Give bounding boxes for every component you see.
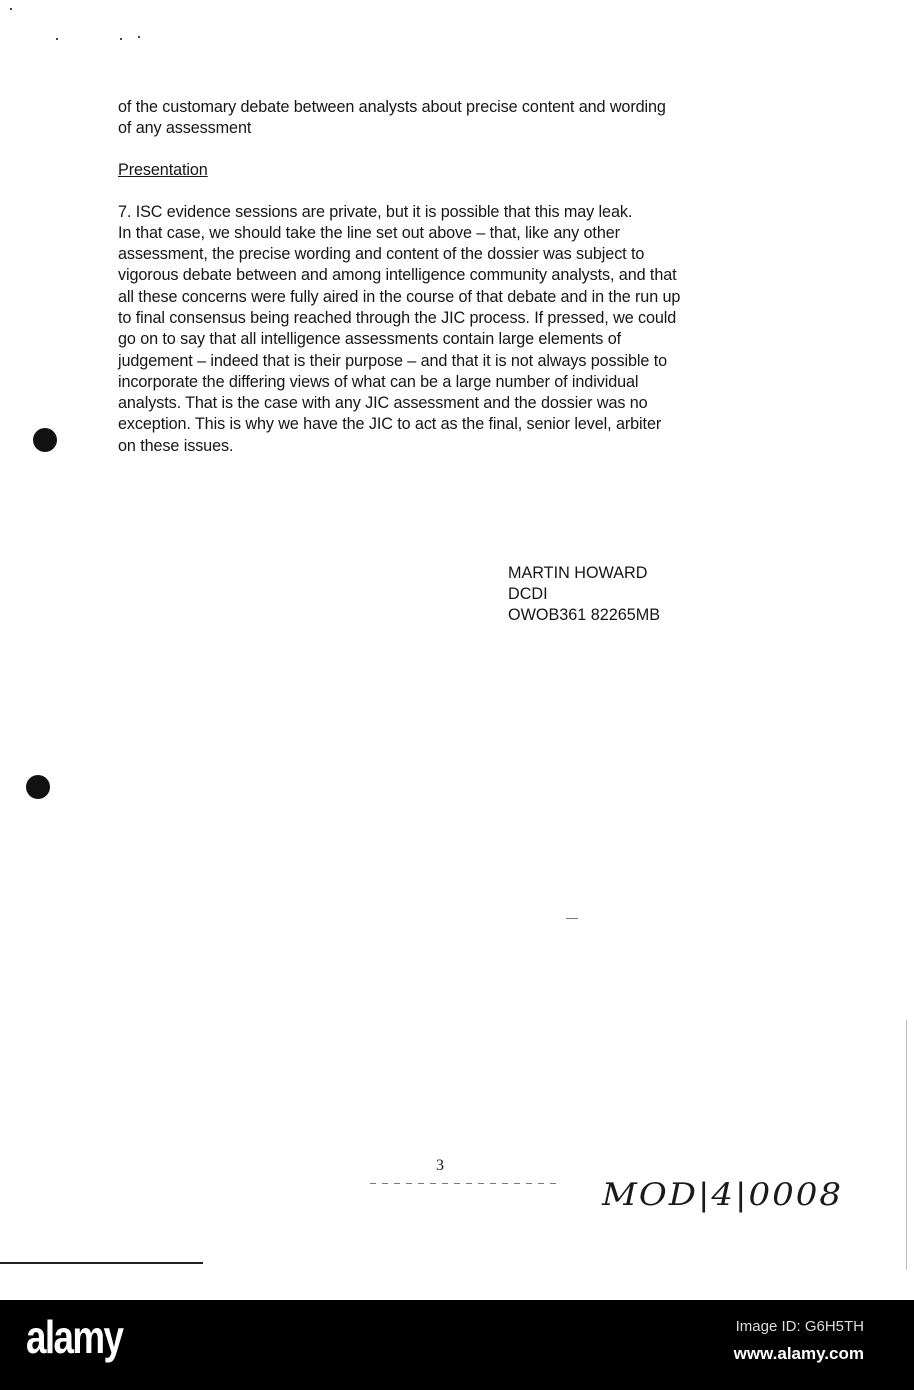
paragraph-line: to final consensus being reached through the JIC process. If pressed, we could: [118, 309, 677, 327]
paragraph-line: all these concerns were fully aired in the course of that debate and in the run up: [118, 288, 681, 306]
paragraph-line: analysts. That is the case with any JIC assessment and the dossier was no: [118, 394, 648, 412]
scan-mark: [566, 918, 578, 919]
alamy-logo: alamy: [26, 1311, 123, 1363]
footer-rule: [0, 1262, 203, 1264]
punch-hole: [33, 428, 57, 452]
body-line: of any assessment: [118, 119, 252, 137]
punch-hole: [26, 775, 50, 799]
scan-mark: [370, 1183, 560, 1184]
handwritten-reference: MOD|4|0008: [602, 1177, 844, 1213]
signature-name: MARTIN HOWARD: [508, 564, 648, 582]
image-id: Image ID: G6H5TH: [735, 1318, 864, 1335]
paragraph-line: vigorous debate between and among intelligence community analysts, and that: [118, 266, 677, 284]
paragraph-line: exception. This is why we have the JIC to act as the final, senior level, arbiter: [118, 415, 662, 433]
site-url: www.alamy.com: [733, 1344, 864, 1363]
paragraph-line: assessment, the precise wording and content of the dossier was subject to: [118, 245, 645, 263]
scan-speck: [138, 36, 140, 38]
page-number: 3: [436, 1157, 444, 1174]
scan-speck: [120, 38, 122, 40]
paragraph-line: In that case, we should take the line set out above – that, like any other: [118, 224, 620, 242]
section-heading: Presentation: [118, 161, 208, 179]
paragraph-line: on these issues.: [118, 437, 234, 455]
body-line: of the customary debate between analysts about precise content and wording: [118, 98, 666, 116]
paragraph-line: judgement – indeed that is their purpose – and that it is not always possible to: [118, 352, 668, 370]
scan-speck: [56, 38, 58, 40]
scan-speck: [10, 8, 12, 10]
paragraph-line: incorporate the differing views of what can be a large number of individual: [118, 373, 639, 391]
signature-ref: OWOB361 82265MB: [508, 606, 661, 624]
paragraph-line: 7. ISC evidence sessions are private, but it is possible that this may leak.: [118, 203, 633, 221]
watermark-bar: [0, 1300, 914, 1390]
scan-edge: [906, 1020, 907, 1270]
signature-title: DCDI: [508, 585, 548, 603]
paragraph-line: go on to say that all intelligence assessments contain large elements of: [118, 330, 621, 348]
